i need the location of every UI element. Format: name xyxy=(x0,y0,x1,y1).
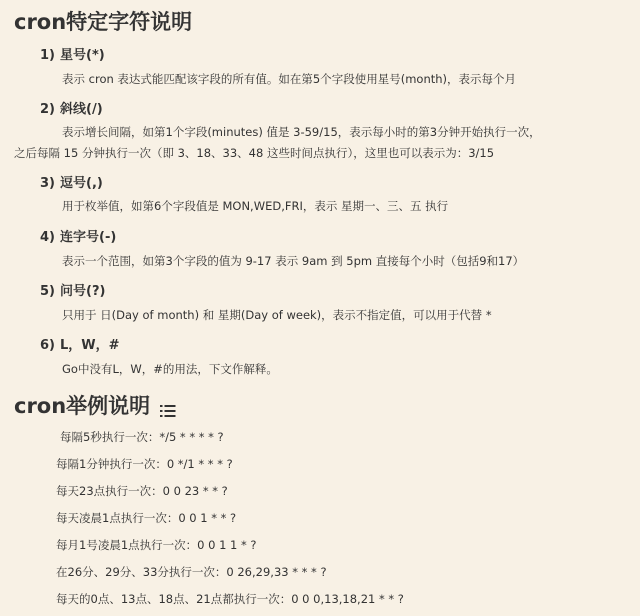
section-title-examples xyxy=(14,390,176,420)
item-6-number: 6) xyxy=(40,338,55,353)
item-5-title xyxy=(40,280,105,299)
item-1-number: 1) xyxy=(40,48,55,63)
section-title-examples-text: cron举例说明 xyxy=(14,394,151,418)
item-1-title xyxy=(40,44,105,63)
example-2: 每隔1分钟执行一次：0 */1 * * * ? xyxy=(56,457,233,471)
item-4-label: 连字号(-) xyxy=(60,230,117,245)
item-3-number: 3) xyxy=(40,176,55,191)
item-4-desc: 表示一个范围，如第3个字段的值为 9-17 表示 9am 到 5pm 直接每个小时（包括9和17） xyxy=(62,254,525,268)
item-6-desc: Go中没有L，W，#的用法，下文作解释。 xyxy=(62,362,278,376)
item-4-number: 4) xyxy=(40,230,55,245)
item-3-desc: 用于枚举值，如第6个字段值是 MON,WED,FRI，表示 星期一、三、五 执行 xyxy=(62,199,449,213)
example-5: 每月1号凌晨1点执行一次：0 0 1 1 * ? xyxy=(56,538,257,552)
item-3-title xyxy=(40,172,103,191)
item-1-desc: 表示 cron 表达式能匹配该字段的所有值。如在第5个字段使用星号(month)，表示每个月 xyxy=(62,72,517,86)
item-6-title xyxy=(40,334,120,353)
item-2-title xyxy=(40,98,103,117)
item-2-desc-line-2: 之后每隔 15 分钟执行一次（即 3、18、33、48 这些时间点执行），这里也可以表示为：3/15 xyxy=(14,146,495,160)
item-2-number: 2) xyxy=(40,102,55,117)
item-2-label: 斜线(/) xyxy=(60,102,103,117)
item-6-label: L，W，# xyxy=(60,338,120,353)
item-2-desc-line-1: 表示增长间隔，如第1个字段(minutes) 值是 3-59/15，表示每小时的第3分钟开始执行一次， xyxy=(62,125,541,139)
example-1: 每隔5秒执行一次：*/5 * * * * ? xyxy=(60,430,224,444)
example-7: 每天的0点、13点、18点、21点都执行一次：0 0 0,13,18,21 * * ? xyxy=(56,592,404,606)
example-3: 每天23点执行一次：0 0 23 * * ? xyxy=(56,484,228,498)
item-5-number: 5) xyxy=(40,284,55,299)
example-4: 每天凌晨1点执行一次：0 0 1 * * ? xyxy=(56,511,237,525)
item-3-label: 逗号(,) xyxy=(60,176,103,191)
section-title-special-chars: cron特定字符说明 xyxy=(14,10,193,34)
list-icon[interactable] xyxy=(160,399,176,413)
item-1-label: 星号(*) xyxy=(60,48,105,63)
item-5-desc: 只用于 日(Day of month) 和 星期(Day of week)，表示不指定值，可以用于代替 * xyxy=(62,308,492,322)
item-4-title xyxy=(40,226,116,245)
item-5-label: 问号(?) xyxy=(60,284,106,299)
example-6: 在26分、29分、33分执行一次：0 26,29,33 * * * ? xyxy=(56,565,327,579)
